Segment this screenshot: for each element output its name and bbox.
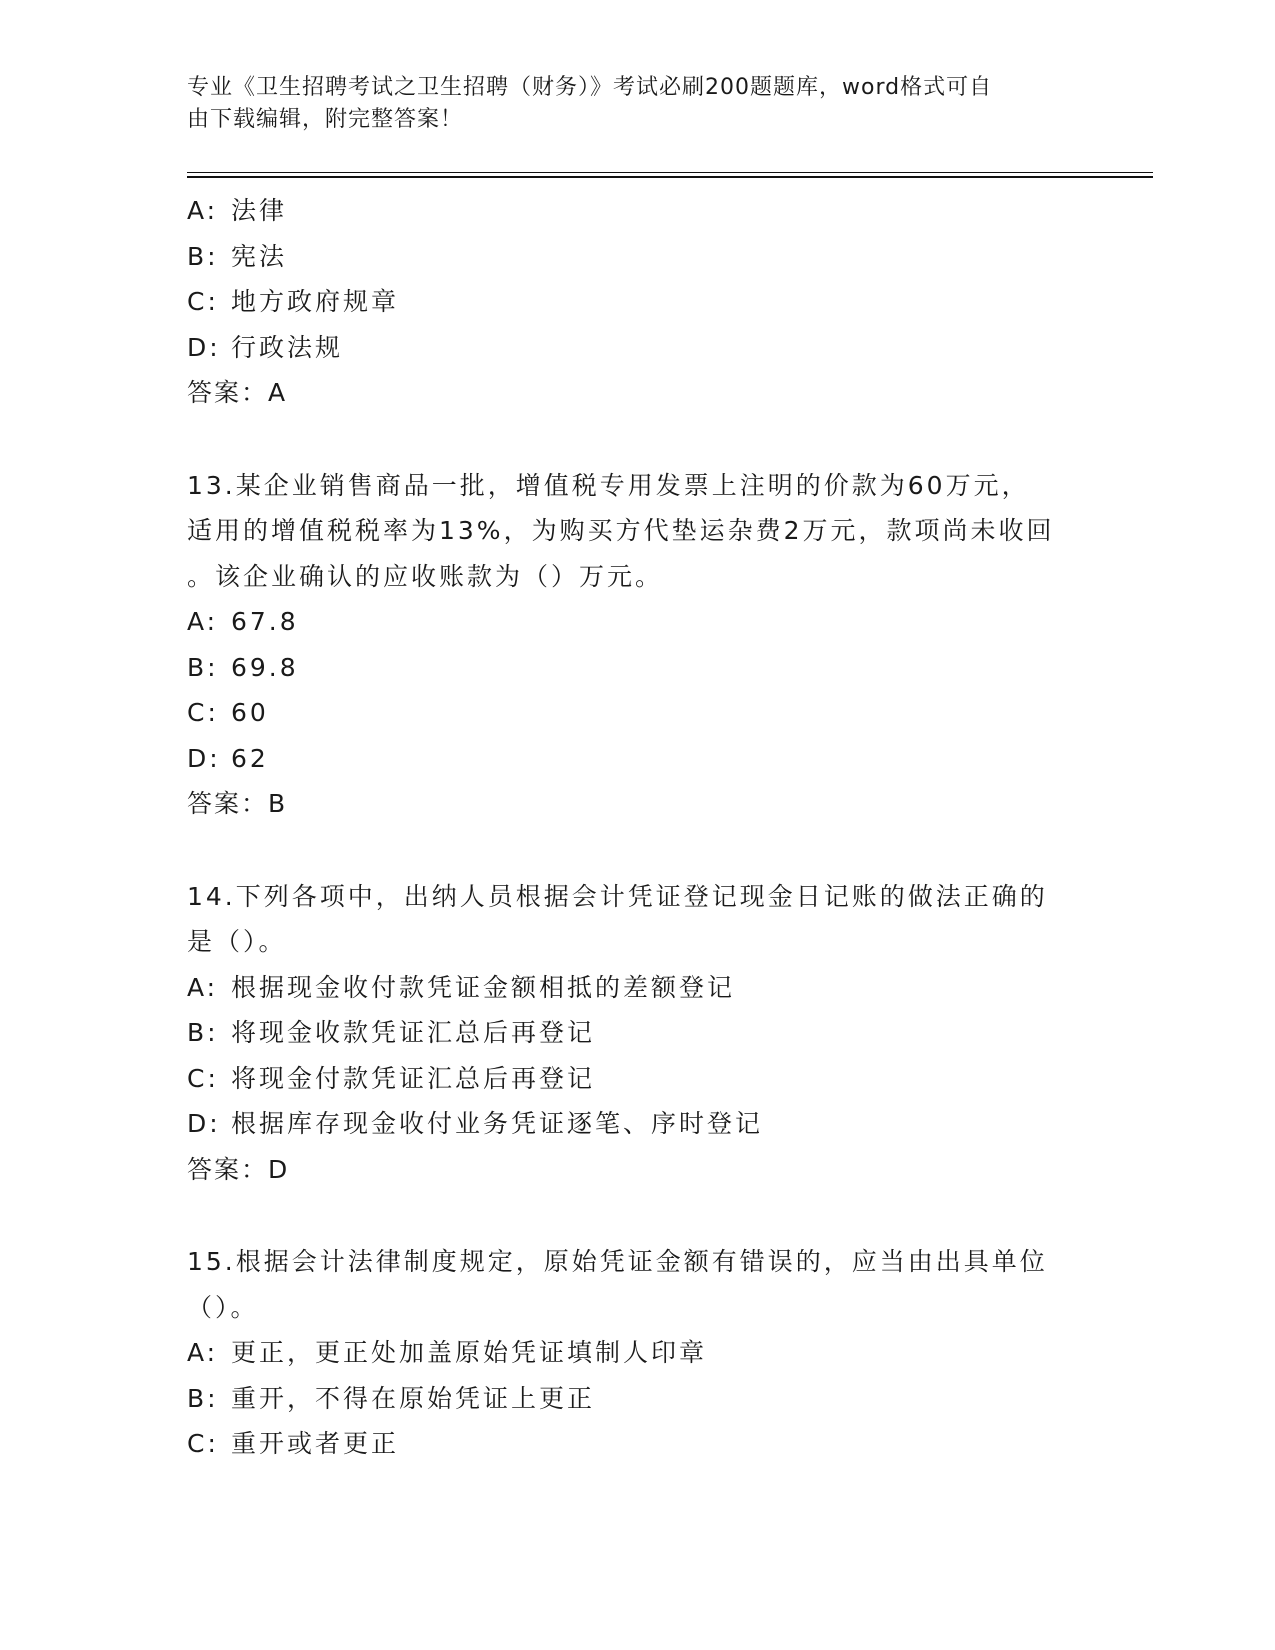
header-line-1: 专业《卫生招聘考试之卫生招聘（财务）》考试必刷200题题库，word格式可自 bbox=[187, 75, 993, 100]
option-text: 更正，更正处加盖原始凭证填制人印章 bbox=[231, 1338, 708, 1367]
option-text: 60 bbox=[231, 698, 269, 727]
answer-line: 答案：D bbox=[187, 1154, 290, 1184]
question-stem-line: 15.根据会计法律制度规定，原始凭证金额有错误的，应当由出具单位 bbox=[187, 1247, 1048, 1276]
option-letter: D: bbox=[187, 1109, 221, 1138]
option-letter: A: bbox=[187, 1338, 219, 1367]
option-letter: A: bbox=[187, 196, 219, 225]
header-rule-thick bbox=[187, 176, 1153, 178]
option-b bbox=[187, 234, 1087, 280]
header-line-2: 由下载编辑，附完整答案！ bbox=[187, 107, 464, 132]
option-text: 根据库存现金收付业务凭证逐笔、序时登记 bbox=[231, 1109, 764, 1138]
spacer bbox=[187, 416, 1087, 463]
option-letter: B: bbox=[187, 1383, 219, 1413]
question-stem-line: （）。 bbox=[187, 1292, 259, 1322]
option-letter: B: bbox=[187, 652, 219, 682]
option-letter: D: bbox=[187, 332, 221, 362]
option-letter: A: bbox=[187, 607, 219, 636]
option-letter: C: bbox=[187, 1063, 219, 1093]
option-c bbox=[187, 1056, 1087, 1102]
question-stem-line: 是（）。 bbox=[187, 927, 287, 956]
option-text: 根据现金收付款凭证金额相抵的差额登记 bbox=[231, 972, 736, 1002]
question-stem-line: 。该企业确认的应收账款为（）万元。 bbox=[187, 561, 664, 591]
option-letter: B: bbox=[187, 241, 219, 271]
question-15 bbox=[187, 1239, 1087, 1467]
answer-line: 答案：B bbox=[187, 789, 288, 818]
option-c bbox=[187, 690, 1087, 736]
option-d bbox=[187, 1101, 1087, 1147]
option-letter: B: bbox=[187, 1018, 219, 1047]
option-text: 重开或者更正 bbox=[231, 1429, 400, 1458]
question-stem-line: 14.下列各项中，出纳人员根据会计凭证登记现金日记账的做法正确的 bbox=[187, 881, 1048, 911]
option-letter: A: bbox=[187, 972, 219, 1002]
option-text: 法律 bbox=[231, 196, 288, 225]
option-letter: D: bbox=[187, 743, 221, 773]
spacer bbox=[187, 1192, 1087, 1239]
spacer bbox=[187, 827, 1087, 874]
option-d bbox=[187, 325, 1087, 371]
option-text: 行政法规 bbox=[231, 332, 344, 362]
option-letter: C: bbox=[187, 698, 219, 727]
option-b bbox=[187, 1376, 1087, 1422]
option-text: 宪法 bbox=[231, 241, 288, 271]
question-14 bbox=[187, 874, 1087, 1193]
option-c bbox=[187, 1421, 1087, 1467]
question-stem-line: 适用的增值税税率为13%，为购买方代垫运杂费2万元，款项尚未收回 bbox=[187, 516, 1055, 545]
option-text: 62 bbox=[231, 743, 269, 773]
option-a bbox=[187, 1330, 1087, 1376]
option-text: 67.8 bbox=[231, 607, 299, 636]
option-text: 重开，不得在原始凭证上更正 bbox=[231, 1383, 596, 1413]
option-b bbox=[187, 645, 1087, 691]
answer-line: 答案：A bbox=[187, 378, 288, 407]
option-c bbox=[187, 279, 1087, 325]
option-letter: C: bbox=[187, 287, 219, 316]
option-b bbox=[187, 1010, 1087, 1056]
question-13 bbox=[187, 463, 1087, 827]
option-text: 地方政府规章 bbox=[231, 287, 400, 316]
option-text: 将现金付款凭证汇总后再登记 bbox=[231, 1063, 596, 1093]
option-a bbox=[187, 188, 1087, 234]
option-text: 69.8 bbox=[231, 652, 299, 682]
question-list bbox=[187, 188, 1087, 1467]
question-stem-line: 13.某企业销售商品一批，增值税专用发票上注明的价款为60万元， bbox=[187, 470, 1030, 500]
option-text: 将现金收款凭证汇总后再登记 bbox=[231, 1018, 596, 1047]
document-header bbox=[187, 72, 1067, 136]
header-rule-thin bbox=[187, 172, 1153, 173]
option-a bbox=[187, 599, 1087, 645]
option-a bbox=[187, 965, 1087, 1011]
question-12 bbox=[187, 188, 1087, 416]
option-letter: C: bbox=[187, 1429, 219, 1458]
option-d bbox=[187, 736, 1087, 782]
